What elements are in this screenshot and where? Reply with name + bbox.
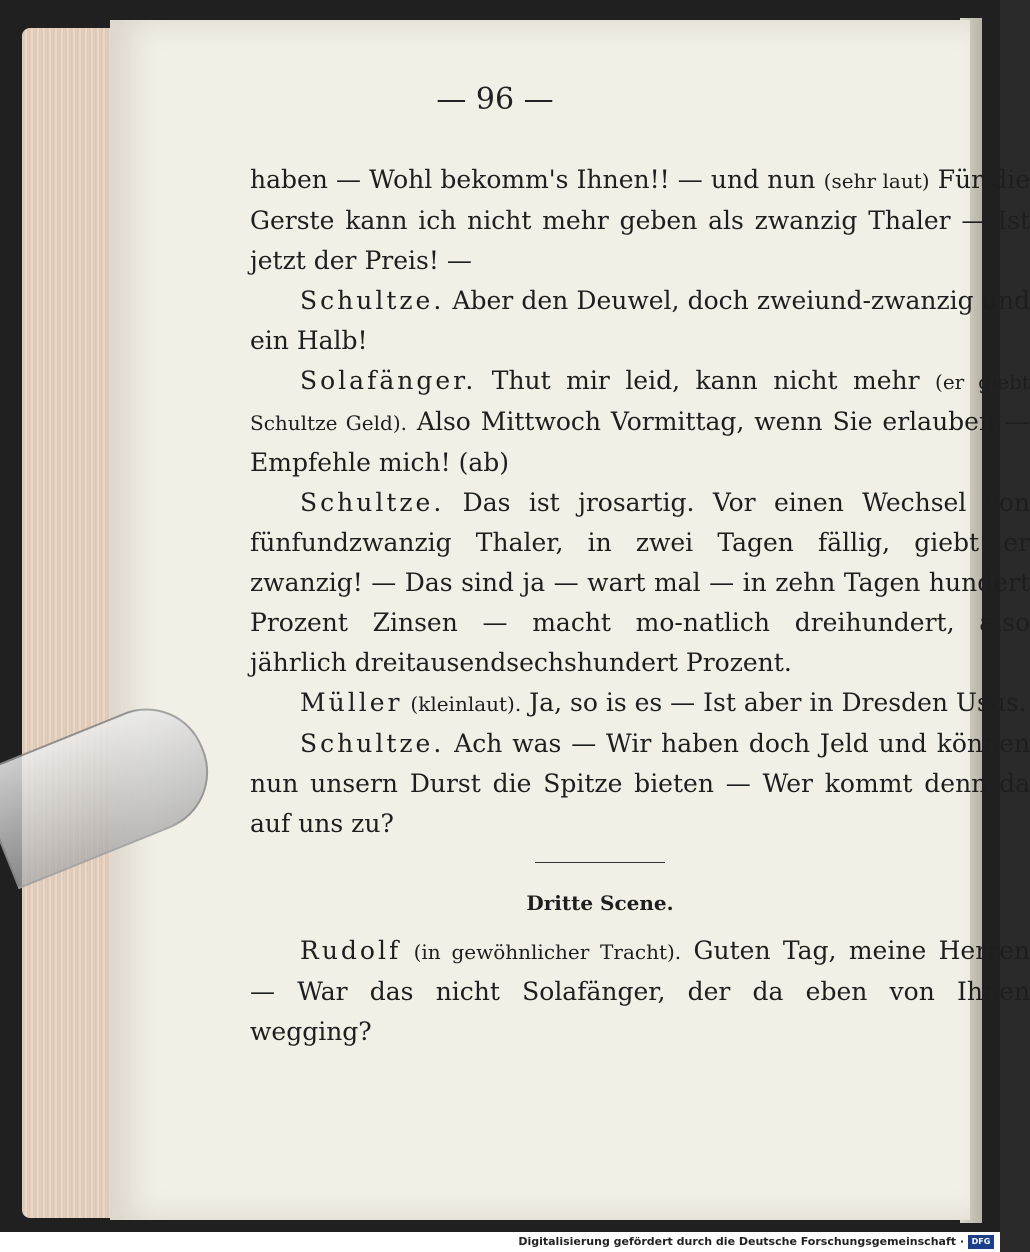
- paragraph-3: [250, 483, 1030, 683]
- speaker-name: Müller: [300, 688, 403, 717]
- speaker-name: Schultze.: [300, 488, 445, 517]
- stage-direction: (er giebt Schultze Geld).: [250, 370, 1030, 435]
- paragraph-2: [250, 361, 1030, 483]
- scene-title: Dritte Scene.: [526, 891, 674, 915]
- speaker-name: Rudolf: [300, 936, 402, 965]
- page-number: — 96 —: [436, 82, 554, 117]
- paragraph-1: [250, 281, 1030, 361]
- book-page: [110, 20, 1030, 1220]
- dfg-logo-icon: DFG: [968, 1235, 994, 1249]
- speaker-name: Schultze.: [300, 729, 445, 758]
- speaker-name: Schultze.: [300, 286, 445, 315]
- paragraph-6: [250, 931, 1030, 1052]
- paragraph-text: Thut mir leid, kann nicht mehr: [476, 366, 936, 395]
- paragraph-0: [250, 160, 1030, 281]
- body-text: [250, 160, 1030, 1052]
- stage-direction: (sehr laut): [823, 169, 930, 193]
- paragraph-rest: Also Mittwoch Vormittag, wenn Sie erlauben — Empfehle mich! (ab): [250, 407, 1030, 477]
- paragraph-text: Ach was — Wir haben doch Jeld und können nun unsern Durst die Spitze bieten — Wer kommt denn da auf uns zu?: [250, 729, 1030, 838]
- paragraph-text: haben — Wohl bekomm's Ihnen!! — und nun: [250, 165, 824, 194]
- paragraph-rest: Ja, so is es — Ist aber in Dresden Usus.: [521, 688, 1027, 717]
- paragraph-rest: Für die Gerste kann ich nicht mehr geben als zwanzig Thaler — Ist jetzt der Preis! —: [250, 165, 1030, 275]
- paragraph-rest: Guten Tag, meine Herren — War das nicht Solafänger, der da eben von Ihnen wegging?: [250, 936, 1030, 1046]
- footer-bar: [0, 1232, 1000, 1252]
- paragraph-text: [401, 936, 413, 965]
- paragraph-5: [250, 724, 1030, 844]
- stage-direction: (in gewöhnlicher Tracht).: [413, 940, 682, 964]
- paragraph-text: Aber den Deuwel, doch zweiund-zwanzig und ein Halb!: [250, 286, 1030, 355]
- stage-direction: (kleinlaut).: [410, 692, 522, 716]
- paragraph-4: [250, 683, 1030, 724]
- paragraph-text: Das ist jrosartig. Vor einen Wechsel von fünfundzwanzig Thaler, in zwei Tagen fällig, giebt er zwanzig! — Das sind ja — wart mal — in zehn Tagen hundert Prozent Zinsen — macht mo-natlich dreihundert, also jährlich dreitausendsechshundert Prozent.: [250, 488, 1030, 677]
- footer-credit: Digitalisierung gefördert durch die Deutsche Forschungsgemeinschaft ·: [518, 1235, 964, 1248]
- speaker-name: Solafänger.: [300, 366, 477, 395]
- scene-divider: [535, 862, 665, 863]
